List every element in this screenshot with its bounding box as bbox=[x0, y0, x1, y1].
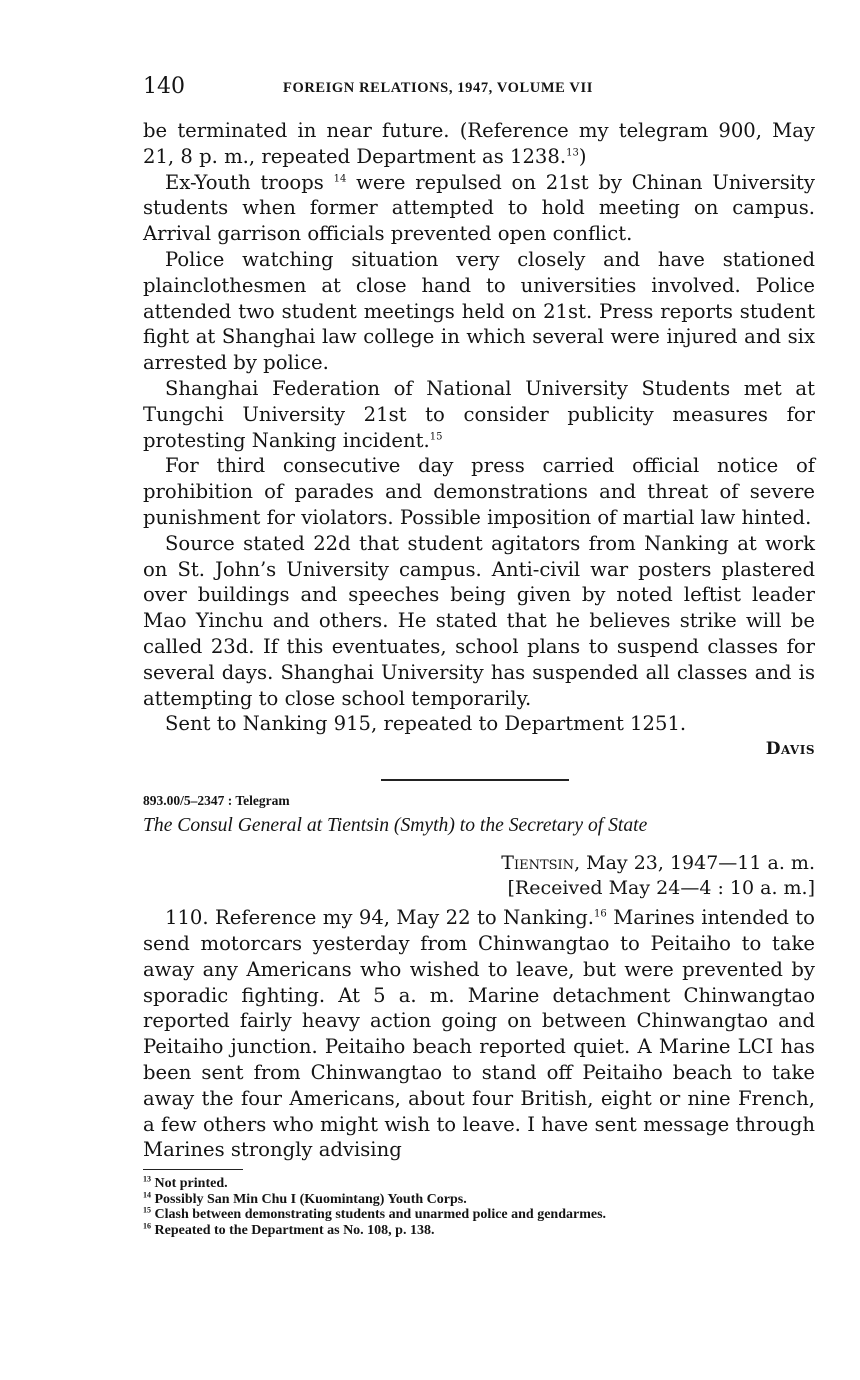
footnote-ref: 16 bbox=[594, 908, 607, 920]
section-divider bbox=[381, 779, 569, 781]
footnote-ref: 14 bbox=[333, 173, 347, 185]
paragraph: Police watching situation very closely and have stationed plainclothesmen at close hand to universities involved. Police attended two student meetings held on 21st. Press reports student fight at Shanghai law college in which several were injured and six arrested by police. bbox=[143, 247, 815, 375]
telegram-body-2 bbox=[143, 905, 815, 1163]
footnotes bbox=[143, 1176, 815, 1238]
paragraph: Ex-Youth troops $^{14}$ were repulsed on 21st by Chinan University students when former attempted to hold meeting on campus. Arrival garrison officials prevented open conflict. bbox=[143, 170, 815, 246]
paragraph: 110. Reference my 94, May 22 to Nanking.$^{16}$ Marines intended to send motorcars yesterday from Chinwangtao to Peitaiho to take away any Americans who wished to leave, but were prevented by sporadic fighting. At 5 a. m. Marine detachment Chinwangtao reported fairly heavy action going on between Chinwangtao and Peitaiho junction. Peitaiho beach reported quiet. A Marine LCI has been sent from Chinwangtao to stand off Peitaiho beach to take away the four Americans, about four British, eight or nine French, a few others who might wish to leave. I have sent message through Marines strongly advising bbox=[143, 906, 815, 1162]
received-line: [Received May 24—4 : 10 a. m.] bbox=[507, 877, 815, 900]
page-number: 140 bbox=[143, 74, 185, 99]
footnote: $^{13}$ Not printed. bbox=[143, 1174, 228, 1192]
running-title: FOREIGN RELATIONS, 1947, VOLUME VII bbox=[283, 80, 593, 96]
telegram-body-1 bbox=[143, 118, 815, 737]
footnote-ref: 15 bbox=[429, 431, 443, 443]
document-id: 893.00/5–2347 : Telegram bbox=[143, 793, 290, 809]
signature: Davis bbox=[765, 739, 815, 760]
footnote: $^{16}$ Repeated to the Department as No. 108, p. 138. bbox=[143, 1221, 435, 1238]
dateline-place: Tientsin bbox=[501, 852, 575, 875]
footnote-ref: 13 bbox=[566, 147, 579, 159]
footnote-divider bbox=[143, 1169, 243, 1170]
footnote: $^{15}$ Clash between demonstrating students and unarmed police and gendarmes. bbox=[143, 1205, 607, 1223]
paragraph: Source stated 22d that student agitators from Nanking at work on St. John’s University campus. Anti-civil war posters plastered over buildings and speeches being given by noted leftist leader Mao Yinchu and others. He stated that he believes strike will be called 23d. If this eventuates, school plans to suspend classes for several days. Shanghai University has suspended all classes and is attempting to close school temporarily. bbox=[143, 531, 815, 710]
paragraph: Shanghai Federation of National University Students met at Tungchi University 21st to consider publicity measures for protesting Nanking incident.$^{15}$ bbox=[143, 376, 815, 452]
dateline bbox=[143, 851, 815, 901]
paragraph: For third consecutive day press carried official notice of prohibition of parades and demonstrations and threat of severe punishment for violators. Possible imposition of martial law hinted. bbox=[143, 454, 815, 529]
paragraph: be terminated in near future. (Reference my telegram 900, May 21, 8 p. m., repeated Department as 1238.13) bbox=[143, 119, 815, 168]
document-title: The Consul General at Tientsin (Smyth) to the Secretary of State bbox=[143, 815, 648, 837]
page-content bbox=[143, 72, 815, 1238]
dateline-date: , May 23, 1947—11 a. m. bbox=[574, 852, 815, 875]
running-head bbox=[143, 72, 815, 102]
paragraph: Sent to Nanking 915, repeated to Department 1251. bbox=[165, 712, 687, 736]
footnote: $^{14}$ Possibly San Min Chu I (Kuomintang) Youth Corps. bbox=[143, 1190, 467, 1207]
